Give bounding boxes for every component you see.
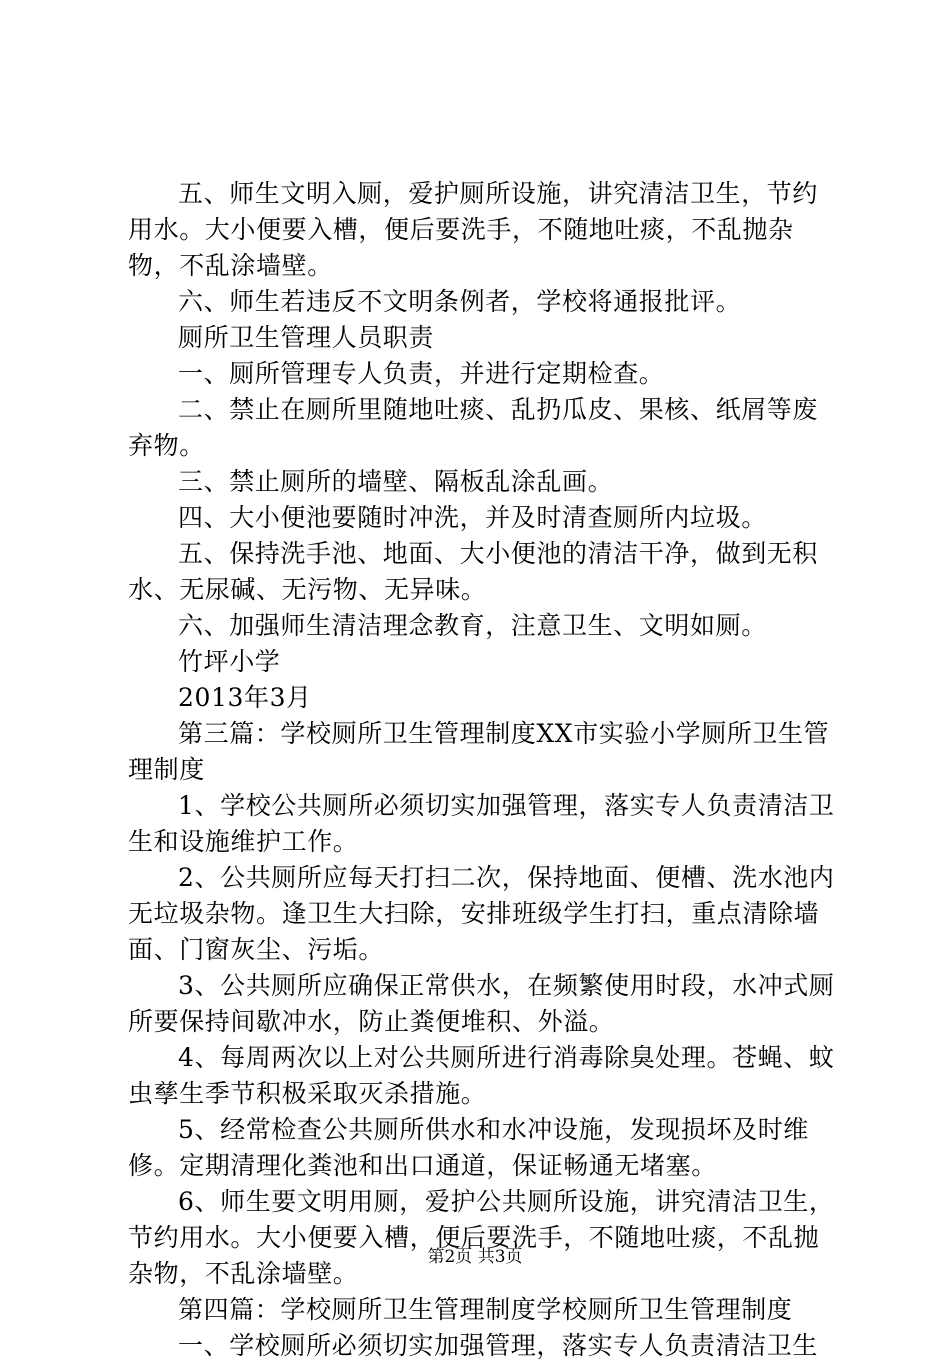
paragraph: 三、禁止厕所的墙壁、隔板乱涂乱画。 — [178, 467, 614, 496]
paragraph: 六、师生若违反不文明条例者，学校将通报批评。 — [178, 287, 742, 316]
document-body — [128, 176, 840, 1364]
signature-date: 2013年3月 — [178, 683, 312, 712]
paragraph: 二、禁止在厕所里随地吐痰、乱扔瓜皮、果核、纸屑等废弃物。 — [128, 395, 819, 460]
section-heading: 第三篇：学校厕所卫生管理制度XX市实验小学厕所卫生管理制度 — [128, 719, 830, 784]
paragraph: 四、大小便池要随时冲洗，并及时清查厕所内垃圾。 — [178, 503, 767, 532]
paragraph: 五、师生文明入厕，爱护厕所设施，讲究清洁卫生，节约用水。大小便要入槽，便后要洗手，不随地吐痰，不乱抛杂物，不乱涂墙壁。 — [128, 179, 819, 280]
page-number: 第2页 共3页 — [427, 1247, 523, 1267]
page-footer — [0, 1245, 950, 1269]
signature-school: 竹坪小学 — [178, 647, 281, 676]
paragraph: 5、经常检查公共厕所供水和水冲设施，发现损坏及时维修。定期清理化粪池和出口通道，保证畅通无堵塞。 — [128, 1115, 809, 1180]
paragraph: 4、每周两次以上对公共厕所进行消毒除臭处理。苍蝇、蚊虫孳生季节积极采取灭杀措施。 — [128, 1043, 835, 1108]
paragraph: 1、学校公共厕所必须切实加强管理，落实专人负责清洁卫生和设施维护工作。 — [128, 791, 835, 856]
section-heading: 厕所卫生管理人员职责 — [178, 323, 435, 352]
paragraph: 六、加强师生清洁理念教育，注意卫生、文明如厕。 — [178, 611, 767, 640]
paragraph: 一、学校厕所必须切实加强管理，落实专人负责清洁卫生 — [178, 1331, 819, 1360]
paragraph: 2、公共厕所应每天打扫二次，保持地面、便槽、洗水池内无垃圾杂物。逢卫生大扫除，安排班级学生打扫，重点清除墙面、门窗灰尘、污垢。 — [128, 863, 835, 964]
paragraph: 一、厕所管理专人负责，并进行定期检查。 — [178, 359, 665, 388]
paragraph: 3、公共厕所应确保正常供水，在频繁使用时段，水冲式厕所要保持间歇冲水，防止粪便堆积、外溢。 — [128, 971, 835, 1036]
paragraph: 6、师生要文明用厕，爱护公共厕所设施，讲究清洁卫生，节约用水。大小便要入槽，便后要洗手，不随地吐痰，不乱抛杂物，不乱涂墙壁。 — [128, 1187, 835, 1288]
section-heading: 第四篇：学校厕所卫生管理制度学校厕所卫生管理制度 — [178, 1295, 793, 1324]
paragraph: 五、保持洗手池、地面、大小便池的清洁干净，做到无积水、无尿碱、无污物、无异味。 — [128, 539, 819, 604]
